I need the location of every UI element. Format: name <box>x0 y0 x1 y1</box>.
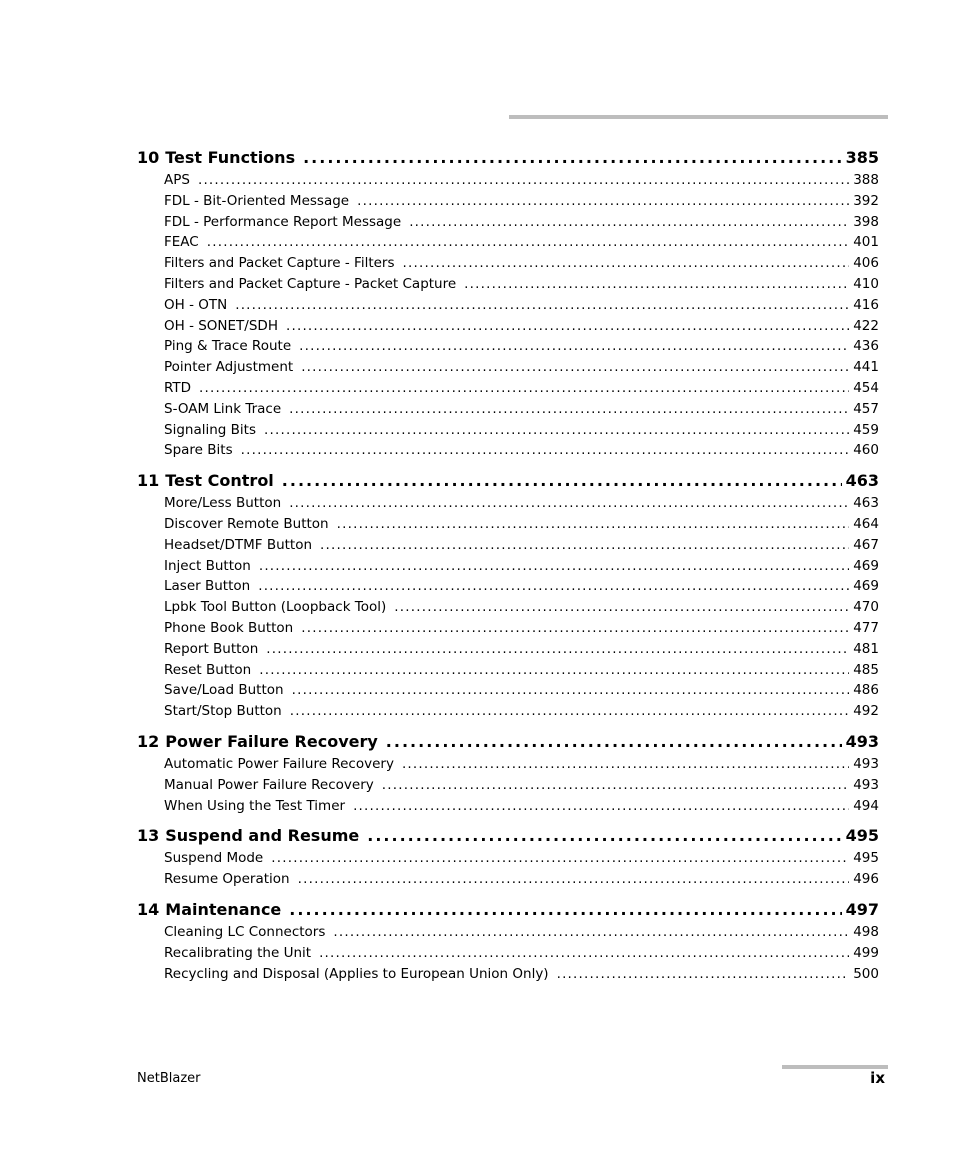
entry-title: When Using the Test Timer <box>164 797 346 814</box>
chapter-page-number: 493 <box>845 731 879 751</box>
entry-title: More/Less Button <box>164 495 282 512</box>
toc-entry[interactable] <box>137 336 879 357</box>
entry-page-number: 410 <box>853 275 879 292</box>
toc-entry[interactable] <box>137 191 879 212</box>
toc-chapter-10[interactable] <box>137 146 879 170</box>
entry-title: Cleaning LC Connectors <box>164 923 326 940</box>
entry-page-number: 463 <box>853 495 879 512</box>
entry-title: OH - SONET/SDH <box>164 317 278 334</box>
entry-page-number: 493 <box>853 776 879 793</box>
entry-page-number: 422 <box>853 317 879 334</box>
entry-page-number: 416 <box>853 296 879 313</box>
entry-title: Resume Operation <box>164 871 290 888</box>
entry-title: Recalibrating the Unit <box>164 944 312 961</box>
entry-title: Spare Bits <box>164 442 233 459</box>
dot-leader <box>290 701 849 722</box>
toc-entry[interactable] <box>137 493 879 514</box>
toc-entry[interactable] <box>137 514 879 535</box>
toc-entry[interactable] <box>137 232 879 253</box>
toc-entry[interactable] <box>137 639 879 660</box>
entry-page-number: 460 <box>853 442 879 459</box>
toc-entry[interactable] <box>137 964 879 985</box>
entry-page-number: 436 <box>853 338 879 355</box>
chapter-title: Power Failure Recovery <box>165 731 378 751</box>
chapter-title: Maintenance <box>165 899 282 919</box>
toc-entry[interactable] <box>137 618 879 639</box>
dot-leader <box>301 357 849 378</box>
entry-title: FDL - Performance Report Message <box>164 213 402 230</box>
dot-leader <box>282 469 842 493</box>
entry-title: Recycling and Disposal (Applies to European Union Only) <box>164 965 549 982</box>
toc-entry[interactable] <box>137 212 879 233</box>
entry-page-number: 392 <box>853 192 879 209</box>
dot-leader <box>289 493 849 514</box>
toc-chapter-13[interactable] <box>137 824 879 848</box>
toc-chapter-12[interactable] <box>137 730 879 754</box>
dot-leader <box>266 639 849 660</box>
dot-leader <box>286 316 849 337</box>
toc-entry[interactable] <box>137 796 879 817</box>
toc-chapter-14[interactable] <box>137 898 879 922</box>
dot-leader <box>235 295 849 316</box>
entry-page-number: 486 <box>853 682 879 699</box>
dot-leader <box>289 898 841 922</box>
dot-leader <box>382 775 849 796</box>
entry-page-number: 441 <box>853 359 879 376</box>
entry-title: Pointer Adjustment <box>164 359 294 376</box>
toc-chapter-11[interactable] <box>137 469 879 493</box>
toc-entry[interactable] <box>137 922 879 943</box>
toc-entry[interactable] <box>137 378 879 399</box>
dot-leader <box>301 618 849 639</box>
dot-leader <box>402 754 849 775</box>
dot-leader <box>264 420 849 441</box>
dot-leader <box>409 212 849 233</box>
entry-page-number: 469 <box>853 557 879 574</box>
entry-page-number: 470 <box>853 599 879 616</box>
entry-page-number: 477 <box>853 619 879 636</box>
entry-title: Reset Button <box>164 661 252 678</box>
entry-title: FEAC <box>164 234 199 251</box>
dot-leader <box>241 440 850 461</box>
dot-leader <box>292 680 850 701</box>
toc-entry[interactable] <box>137 943 879 964</box>
footer-product-name: NetBlazer <box>137 1071 201 1086</box>
entry-title: Laser Button <box>164 578 251 595</box>
chapter-page-number: 497 <box>845 899 879 919</box>
toc-entry[interactable] <box>137 295 879 316</box>
entry-title: Report Button <box>164 640 259 657</box>
toc-entry[interactable] <box>137 357 879 378</box>
entry-title: Ping & Trace Route <box>164 338 292 355</box>
dot-leader <box>271 848 849 869</box>
entry-page-number: 485 <box>853 661 879 678</box>
toc-entry[interactable] <box>137 754 879 775</box>
dot-leader <box>258 576 849 597</box>
entry-page-number: 464 <box>853 515 879 532</box>
dot-leader <box>289 399 849 420</box>
toc-entry[interactable] <box>137 420 879 441</box>
toc-entry[interactable] <box>137 597 879 618</box>
entry-page-number: 457 <box>853 400 879 417</box>
toc-entry[interactable] <box>137 274 879 295</box>
dot-leader <box>198 170 849 191</box>
dot-leader <box>386 730 842 754</box>
chapter-number: 12 <box>137 731 160 751</box>
entry-page-number: 500 <box>853 965 879 982</box>
toc-entry[interactable] <box>137 535 879 556</box>
entry-page-number: 498 <box>853 923 879 940</box>
dot-leader <box>557 964 850 985</box>
entry-page-number: 406 <box>853 255 879 272</box>
entry-page-number: 398 <box>853 213 879 230</box>
dot-leader <box>353 796 849 817</box>
entry-title: S-OAM Link Trace <box>164 400 282 417</box>
dot-leader <box>303 146 842 170</box>
toc-entry[interactable] <box>137 399 879 420</box>
dot-leader <box>367 824 841 848</box>
dot-leader <box>403 253 850 274</box>
entry-page-number: 481 <box>853 640 879 657</box>
entry-title: Save/Load Button <box>164 682 284 699</box>
dot-leader <box>259 556 849 577</box>
toc-entry[interactable] <box>137 660 879 681</box>
dot-leader <box>337 514 850 535</box>
entry-title: Inject Button <box>164 557 251 574</box>
entry-page-number: 499 <box>853 944 879 961</box>
chapter-title: Suspend and Resume <box>165 826 360 846</box>
chapter-page-number: 495 <box>845 826 879 846</box>
entry-page-number: 493 <box>853 755 879 772</box>
entry-title: Filters and Packet Capture - Filters <box>164 255 395 272</box>
chapter-page-number: 463 <box>845 471 879 491</box>
entry-page-number: 401 <box>853 234 879 251</box>
dot-leader <box>319 943 849 964</box>
dot-leader <box>199 378 849 399</box>
entry-title: RTD <box>164 379 192 396</box>
entry-title: OH - OTN <box>164 296 228 313</box>
toc-entry[interactable] <box>137 869 879 890</box>
header-rule <box>509 115 888 119</box>
chapter-number: 10 <box>137 148 160 167</box>
table-of-contents <box>137 146 879 984</box>
toc-entry[interactable] <box>137 680 879 701</box>
entry-page-number: 494 <box>853 797 879 814</box>
entry-page-number: 469 <box>853 578 879 595</box>
toc-entry[interactable] <box>137 576 879 597</box>
entry-title: Signaling Bits <box>164 421 256 438</box>
chapter-number: 14 <box>137 899 160 919</box>
dot-leader <box>464 274 849 295</box>
chapter-page-number: 385 <box>845 148 879 167</box>
chapter-title: Test Functions <box>165 148 296 167</box>
dot-leader <box>299 336 849 357</box>
entry-title: Phone Book Button <box>164 619 294 636</box>
toc-entry[interactable] <box>137 556 879 577</box>
chapter-title: Test Control <box>165 471 274 491</box>
toc-entry[interactable] <box>137 440 879 461</box>
entry-page-number: 388 <box>853 172 879 188</box>
entry-title: Headset/DTMF Button <box>164 536 313 553</box>
entry-title: Lpbk Tool Button (Loopback Tool) <box>164 599 387 616</box>
dot-leader <box>394 597 849 618</box>
dot-leader <box>259 660 849 681</box>
toc-entry[interactable] <box>137 316 879 337</box>
chapter-number: 11 <box>137 471 160 491</box>
entry-title: FDL - Bit-Oriented Message <box>164 192 350 209</box>
toc-entry[interactable] <box>137 170 879 191</box>
entry-page-number: 492 <box>853 703 879 720</box>
dot-leader <box>298 869 850 890</box>
entry-title: Automatic Power Failure Recovery <box>164 755 394 772</box>
entry-title: Discover Remote Button <box>164 515 329 532</box>
chapter-number: 13 <box>137 826 160 846</box>
toc-entry[interactable] <box>137 848 879 869</box>
dot-leader <box>320 535 849 556</box>
dot-leader <box>207 232 849 253</box>
entry-title: Filters and Packet Capture - Packet Capture <box>164 275 457 292</box>
entry-title: Start/Stop Button <box>164 703 282 720</box>
toc-entry[interactable] <box>137 253 879 274</box>
entry-title: Manual Power Failure Recovery <box>164 776 374 793</box>
dot-leader <box>333 922 849 943</box>
toc-entry[interactable] <box>137 701 879 722</box>
dot-leader <box>357 191 849 212</box>
entry-page-number: 496 <box>853 871 879 888</box>
entry-page-number: 459 <box>853 421 879 438</box>
entry-page-number: 454 <box>853 379 879 396</box>
entry-page-number: 495 <box>853 850 879 867</box>
entry-title: APS <box>164 172 190 188</box>
toc-entry[interactable] <box>137 775 879 796</box>
entry-page-number: 467 <box>853 536 879 553</box>
entry-title: Suspend Mode <box>164 850 264 867</box>
footer-page-number: ix <box>870 1069 885 1087</box>
